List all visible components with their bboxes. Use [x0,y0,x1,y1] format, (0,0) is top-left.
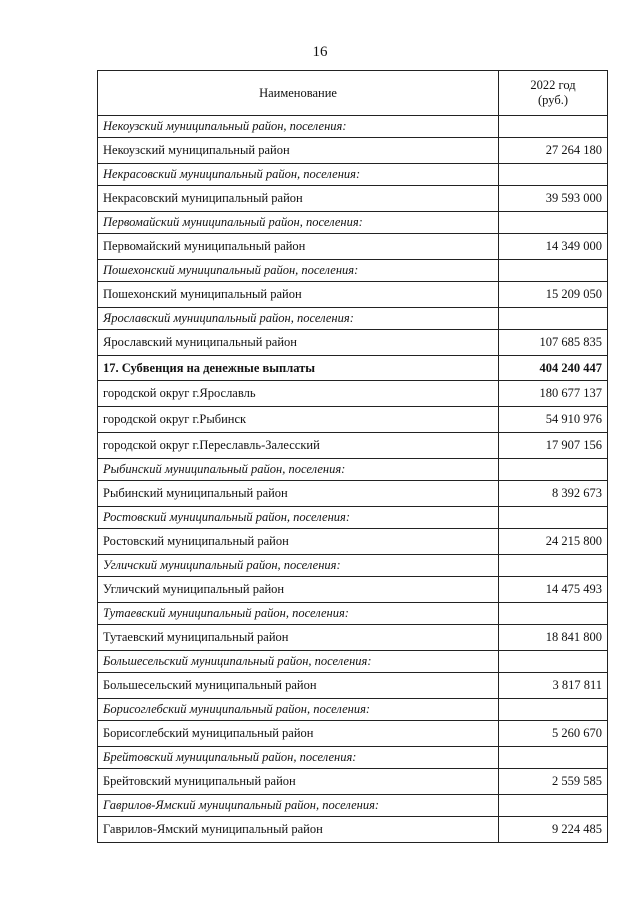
row-name: Гаврилов-Ямский муниципальный район [98,817,499,843]
row-name: Некрасовский муниципальный район [98,186,499,212]
table-subheader-row [98,459,608,481]
row-amount: 5 260 670 [499,721,608,747]
row-amount: 3 817 811 [499,673,608,699]
row-amount [499,603,608,625]
table-row [98,282,608,308]
row-amount [499,795,608,817]
table-subheader-row [98,699,608,721]
table-row [98,817,608,843]
row-amount [499,555,608,577]
column-header-year [499,71,608,116]
row-name: Брейтовский муниципальный район [98,769,499,795]
table-row [98,381,608,407]
table-row [98,234,608,260]
row-amount: 107 685 835 [499,330,608,356]
row-name: Большесельский муниципальный район [98,673,499,699]
table-section-row [98,356,608,381]
row-name: Угличский муниципальный район [98,577,499,603]
row-amount: 24 215 800 [499,529,608,555]
row-amount: 2 559 585 [499,769,608,795]
row-amount [499,651,608,673]
row-amount: 180 677 137 [499,381,608,407]
table-body [98,116,608,843]
row-amount [499,164,608,186]
row-name: Ростовский муниципальный район, поселения: [98,507,499,529]
row-amount [499,116,608,138]
row-name: городской округ г.Ярославль [98,381,499,407]
row-name: Ярославский муниципальный район, поселения: [98,308,499,330]
row-name: Брейтовский муниципальный район, поселения: [98,747,499,769]
column-header-name: Наименование [98,71,499,116]
row-amount: 17 907 156 [499,433,608,459]
row-name: Первомайский муниципальный район, поселения: [98,212,499,234]
row-amount [499,699,608,721]
row-name: городской округ г.Переславль-Залесский [98,433,499,459]
table-row [98,577,608,603]
table-row [98,407,608,433]
row-name: Ростовский муниципальный район [98,529,499,555]
row-name: Рыбинский муниципальный район, поселения: [98,459,499,481]
row-name: 17. Субвенция на денежные выплаты [98,356,499,381]
table-subheader-row [98,260,608,282]
table-subheader-row [98,555,608,577]
row-amount: 14 475 493 [499,577,608,603]
row-name: Борисоглебский муниципальный район, поселения: [98,699,499,721]
table-header-row [98,71,608,116]
column-header-unit: (руб.) [538,93,568,107]
page-number: 16 [312,44,328,60]
row-name: Большесельский муниципальный район, поселения: [98,651,499,673]
row-amount: 8 392 673 [499,481,608,507]
row-amount: 39 593 000 [499,186,608,212]
row-name: Угличский муниципальный район, поселения: [98,555,499,577]
table-row [98,433,608,459]
budget-table [97,70,608,843]
table-subheader-row [98,164,608,186]
table-subheader-row [98,212,608,234]
row-amount [499,260,608,282]
row-name: городской округ г.Рыбинск [98,407,499,433]
row-name: Некоузский муниципальный район, поселения: [98,116,499,138]
row-amount [499,507,608,529]
row-name: Некоузский муниципальный район [98,138,499,164]
row-amount [499,212,608,234]
row-amount: 54 910 976 [499,407,608,433]
table-subheader-row [98,795,608,817]
row-name: Первомайский муниципальный район [98,234,499,260]
row-name: Пошехонский муниципальный район, поселения: [98,260,499,282]
table-row [98,330,608,356]
row-amount: 9 224 485 [499,817,608,843]
table-row [98,673,608,699]
row-name: Рыбинский муниципальный район [98,481,499,507]
column-header-year-label: 2022 год [530,78,576,92]
row-name: Борисоглебский муниципальный район [98,721,499,747]
row-name: Тутаевский муниципальный район, поселения: [98,603,499,625]
table-row [98,186,608,212]
row-amount: 14 349 000 [499,234,608,260]
row-amount: 15 209 050 [499,282,608,308]
table-subheader-row [98,308,608,330]
table-row [98,625,608,651]
table-row [98,481,608,507]
row-amount: 404 240 447 [499,356,608,381]
table-row [98,138,608,164]
row-name: Гаврилов-Ямский муниципальный район, поселения: [98,795,499,817]
table-row [98,769,608,795]
row-amount [499,308,608,330]
row-amount: 18 841 800 [499,625,608,651]
row-name: Пошехонский муниципальный район [98,282,499,308]
table-subheader-row [98,651,608,673]
table-subheader-row [98,603,608,625]
row-amount: 27 264 180 [499,138,608,164]
table-subheader-row [98,747,608,769]
table-row [98,721,608,747]
row-amount [499,459,608,481]
row-name: Тутаевский муниципальный район [98,625,499,651]
row-name: Ярославский муниципальный район [98,330,499,356]
table-subheader-row [98,116,608,138]
table-subheader-row [98,507,608,529]
row-name: Некрасовский муниципальный район, поселения: [98,164,499,186]
row-amount [499,747,608,769]
table-row [98,529,608,555]
